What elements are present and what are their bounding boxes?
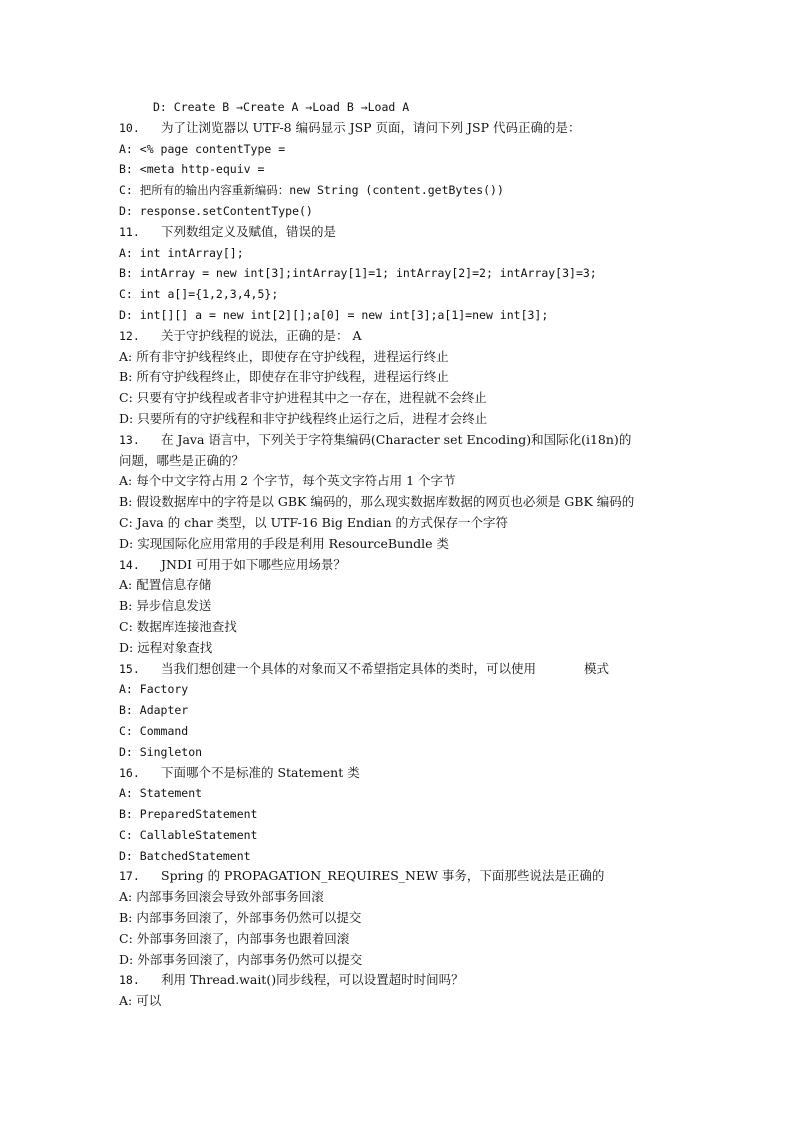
option-line: B: 异步信息发送: [119, 598, 212, 614]
option-line: C: CallableStatement: [119, 827, 258, 842]
option-line: D: 实现国际化应用常用的手段是利用 ResourceBundle 类: [119, 535, 450, 551]
question-11: [119, 222, 679, 243]
option-line: D: 远程对象查找: [119, 639, 213, 655]
option-line: C: 只要有守护线程或者非守护进程其中之一存在，进程就不会终止: [119, 390, 487, 406]
option-line: D: int[][] a = new int[2][];a[0] = new int[3];a[1]=new int[3];: [119, 307, 549, 322]
option-line: C: 把所有的输出内容重新编码：new String (content.getBytes()): [119, 183, 504, 198]
question-number: 16.: [119, 765, 140, 780]
question-text-continued: 问题，哪些是正确的？: [119, 452, 245, 468]
question-number: 12.: [119, 328, 140, 343]
question-number: 14.: [119, 557, 140, 572]
question-text: JNDI 可用于如下哪些应用场景？: [161, 556, 346, 572]
question-13: [119, 430, 679, 451]
option-line: A: 可以: [119, 993, 162, 1009]
option-line: D: response.setContentType(): [119, 203, 313, 218]
question-number: 18.: [119, 973, 140, 988]
option-line: D: Singleton: [119, 744, 203, 759]
option-line: A: 内部事务回滚会导致外部事务回滚: [119, 889, 324, 905]
option-line: B: <meta http-equiv =: [119, 162, 265, 177]
option-line: A: 配置信息存储: [119, 577, 212, 593]
option-line: B: intArray = new int[3];intArray[1]=1; intArray[2]=2; intArray[3]=3;: [119, 266, 597, 281]
question-text: Spring 的 PROPAGATION_REQUIRES_NEW 事务，下面那些说法是正确的: [161, 868, 605, 884]
document-content: [119, 97, 679, 1012]
option-line: D: Create B →Create A →Load B →Load A: [153, 100, 410, 114]
question-12: [119, 326, 679, 347]
option-line: A: 所有非守护线程终止，即使存在守护线程，进程运行终止: [119, 348, 449, 364]
question-number: 15.: [119, 661, 140, 676]
question-text: 在 Java 语言中，下列关于字符集编码(Character set Encoding)和国际化(i18n)的: [161, 431, 632, 447]
question-text-after-blank: 模式: [584, 660, 610, 676]
option-line: B: 所有守护线程终止，即使存在非守护线程，进程运行终止: [119, 369, 449, 385]
option-line: D: 只要所有的守护线程和非守护线程终止运行之后，进程才会终止: [119, 410, 488, 426]
option-line: A: int intArray[];: [119, 245, 244, 260]
option-line: C: Java 的 char 类型，以 UTF-16 Big Endian 的方式保存一个字符: [119, 514, 508, 530]
question-number: 13.: [119, 432, 140, 447]
option-line: A: Statement: [119, 786, 203, 801]
question-text: 下列数组定义及赋值，错误的是: [161, 223, 337, 239]
question-text: 利用 Thread.wait()同步线程，可以设置超时时间吗？: [161, 972, 464, 988]
option-line: D: 外部事务回滚了，内部事务仍然可以提交: [119, 951, 363, 967]
question-14: [119, 555, 679, 576]
option-line: B: 假设数据库中的字符是以 GBK 编码的，那么现实数据库数据的网页也必须是 GBK 编码的: [119, 494, 635, 510]
question-number: 17.: [119, 869, 140, 884]
option-line: C: int a[]={1,2,3,4,5};: [119, 287, 279, 302]
option-line: C: 外部事务回滚了，内部事务也跟着回滚: [119, 930, 350, 946]
option-line: A: <% page contentType =: [119, 141, 286, 156]
question-number: 10.: [119, 120, 140, 135]
question-10: [119, 118, 679, 139]
question-text: 为了让浏览器以 UTF-8 编码显示 JSP 页面，请问下列 JSP 代码正确的是：: [161, 119, 581, 135]
option-line: C: Command: [119, 723, 189, 738]
option-line: D: BatchedStatement: [119, 848, 251, 863]
question-18: [119, 970, 679, 991]
question-number: 11.: [119, 224, 140, 239]
question-text: 关于守护线程的说法，正确的是： A: [161, 327, 362, 343]
question-16: [119, 763, 679, 784]
option-line: B: 内部事务回滚了，外部事务仍然可以提交: [119, 910, 362, 926]
question-text: 当我们想创建一个具体的对象而又不希望指定具体的类时，可以使用: [161, 660, 537, 676]
question-text: 下面哪个不是标准的 Statement 类: [161, 764, 360, 780]
question-17: [119, 866, 679, 887]
option-line: C: 数据库连接池查找: [119, 618, 237, 634]
option-line: A: 每个中文字符占用 2 个字节，每个英文字符占用 1 个字节: [119, 473, 456, 489]
option-line: B: PreparedStatement: [119, 807, 258, 822]
question-15: [119, 659, 679, 680]
option-line: B: Adapter: [119, 703, 189, 718]
option-line: A: Factory: [119, 682, 189, 697]
